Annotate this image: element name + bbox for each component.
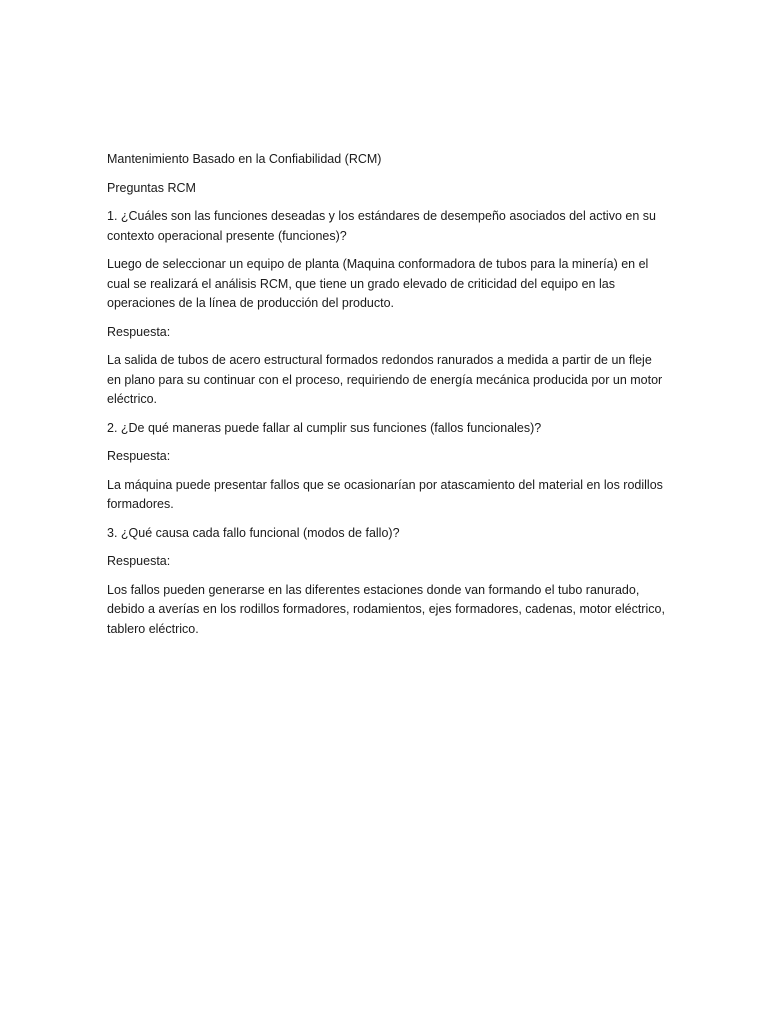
answer-3: Los fallos pueden generarse en las diferentes estaciones donde van formando el tubo ranurado, debido a averías en los rodillos formadores, rodamientos, ejes formadores, cadenas, motor eléctrico, tablero eléctrico. <box>107 582 665 636</box>
answer-1: La salida de tubos de acero estructural formados redondos ranurados a medida a partir de un fleje en plano para su continuar con el proceso, requiriendo de energía mecánica producida por un motor eléctrico. <box>107 353 663 406</box>
question-3: 3. ¿Qué causa cada fallo funcional (modos de fallo)? <box>107 525 400 540</box>
answer-2: La máquina puede presentar fallos que se ocasionarían por atascamiento del material en los rodillos formadores. <box>107 477 663 511</box>
document-subtitle: Preguntas RCM <box>107 180 196 195</box>
question-1: 1. ¿Cuáles son las funciones deseadas y los estándares de desempeño asociados del activo en su contexto operacional presente (funciones)? <box>107 209 656 243</box>
document-body <box>107 150 667 648</box>
question-1-intro: Luego de seleccionar un equipo de planta (Maquina conformadora de tubos para la minería) en el cual se realizará el análisis RCM, que tiene un grado elevado de criticidad del equipo en las operaciones de la línea de producción del producto. <box>107 257 649 310</box>
question-2: 2. ¿De qué maneras puede fallar al cumplir sus funciones (fallos funcionales)? <box>107 420 542 435</box>
answer-2-label: Respuesta: <box>107 449 171 463</box>
answer-3-label: Respuesta: <box>107 554 171 568</box>
answer-1-label: Respuesta: <box>107 324 171 339</box>
document-title: Mantenimiento Basado en la Confiabilidad (RCM) <box>107 152 382 166</box>
